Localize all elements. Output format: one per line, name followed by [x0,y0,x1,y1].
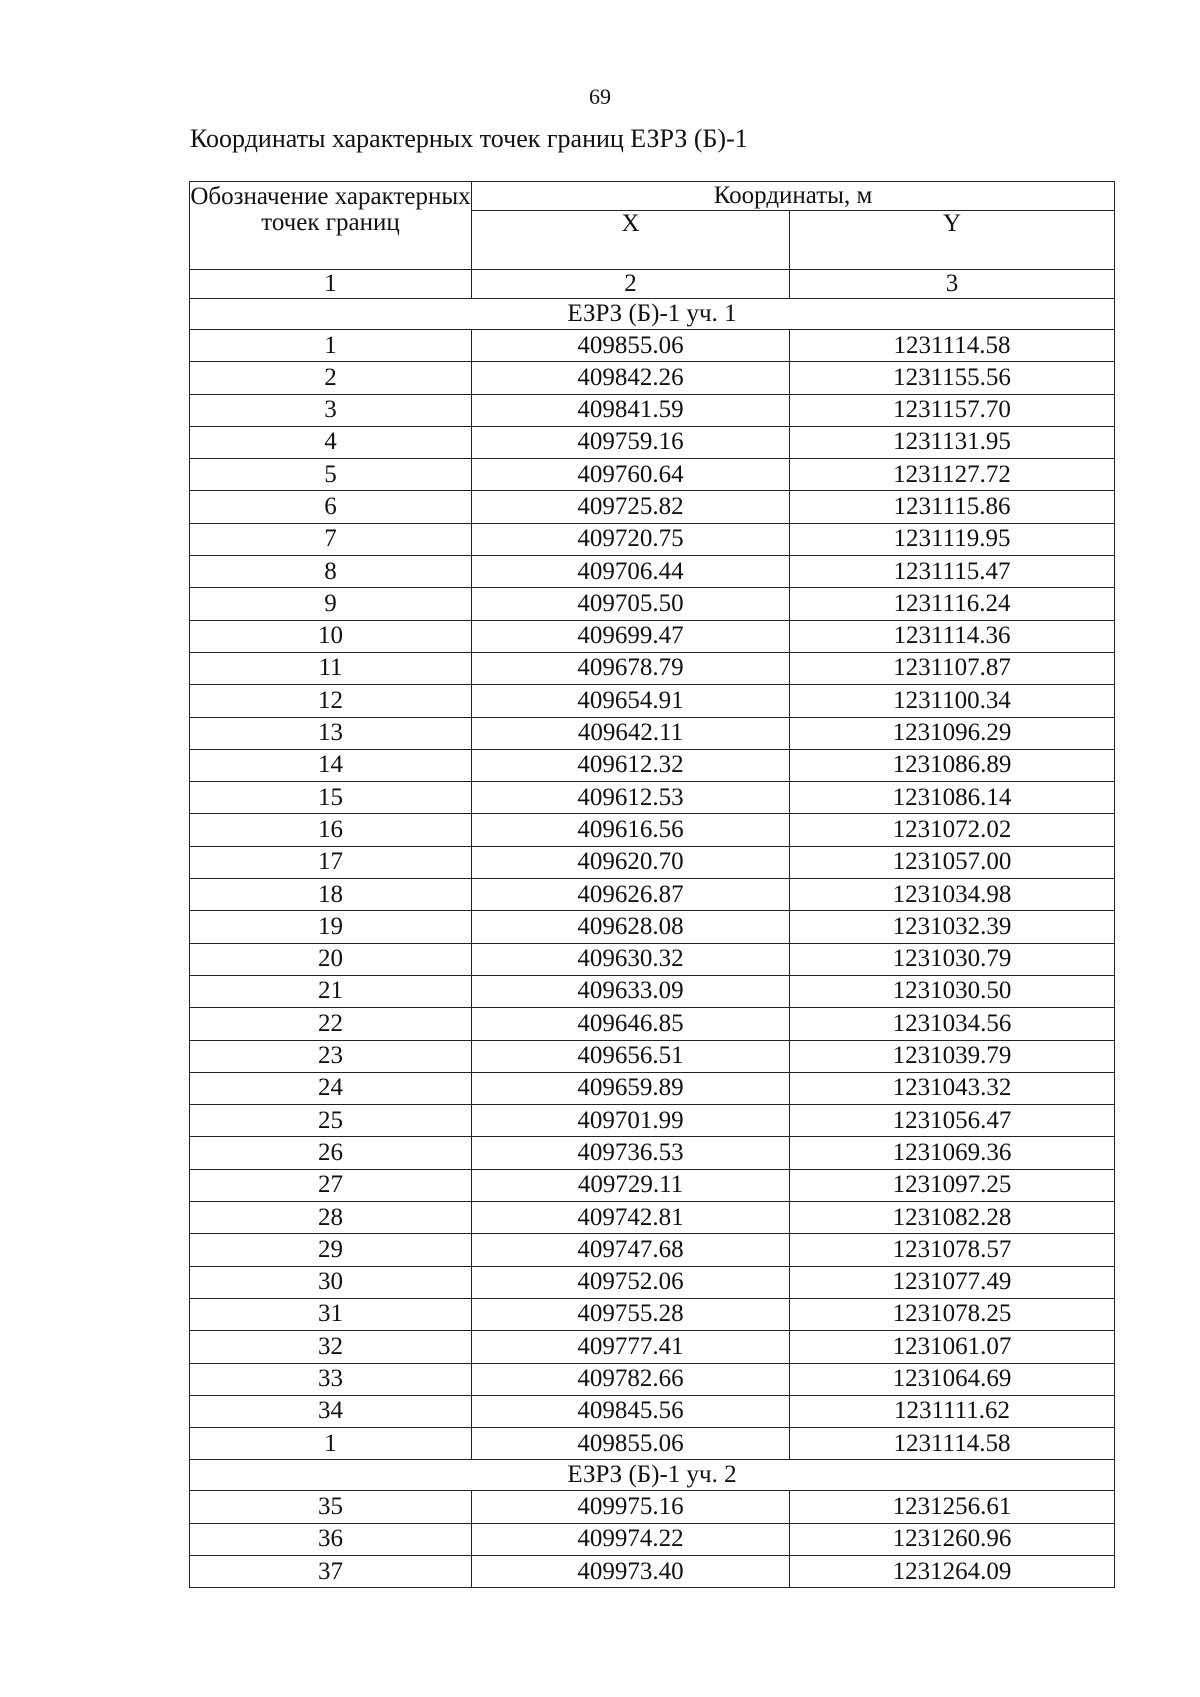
table-row [190,1266,1115,1298]
table-row [190,975,1115,1007]
table-row [190,652,1115,684]
section-title: ЕЗРЗ (Б)-1 уч. 1 [190,299,1115,330]
table-row [190,523,1115,555]
point-number-cell: 28 [190,1202,472,1234]
section-title: ЕЗРЗ (Б)-1 уч. 2 [190,1460,1115,1491]
x-coordinate-cell: 409646.85 [472,1008,790,1040]
table-row [190,362,1115,394]
document-title: Координаты характерных точек границ ЕЗРЗ (Б)-1 [190,124,748,153]
point-number-cell: 17 [190,846,472,878]
point-number-cell: 13 [190,717,472,749]
table-row [190,620,1115,652]
page-number: 69 [589,84,611,109]
table-row [190,330,1115,362]
point-number-cell: 35 [190,1491,472,1523]
y-coordinate-cell: 1231086.89 [790,749,1115,781]
x-coordinate-cell: 409654.91 [472,685,790,717]
y-coordinate-cell: 1231115.47 [790,556,1115,588]
point-number-cell: 3 [190,394,472,426]
y-coordinate-cell: 1231096.29 [790,717,1115,749]
y-coordinate-cell: 1231111.62 [790,1395,1115,1427]
x-coordinate-cell: 409620.70 [472,846,790,878]
table-row [190,1523,1115,1555]
table-row [190,1008,1115,1040]
header-point-designation: Обозначение характерных точек границ [190,182,472,270]
x-coordinate-cell: 409736.53 [472,1137,790,1169]
x-coordinate-cell: 409701.99 [472,1105,790,1137]
y-coordinate-cell: 1231114.36 [790,620,1115,652]
y-coordinate-cell: 1231115.86 [790,491,1115,523]
x-coordinate-cell: 409612.32 [472,749,790,781]
x-coordinate-cell: 409633.09 [472,975,790,1007]
table-row [190,1555,1115,1587]
y-coordinate-cell: 1231116.24 [790,588,1115,620]
y-coordinate-cell: 1231056.47 [790,1105,1115,1137]
x-coordinate-cell: 409630.32 [472,943,790,975]
y-coordinate-cell: 1231114.58 [790,330,1115,362]
y-coordinate-cell: 1231086.14 [790,782,1115,814]
point-number-cell: 4 [190,426,472,458]
table-row [190,911,1115,943]
y-coordinate-cell: 1231114.58 [790,1428,1115,1460]
y-coordinate-cell: 1231077.49 [790,1266,1115,1298]
table-row [190,782,1115,814]
section-row [190,299,1115,330]
y-coordinate-cell: 1231082.28 [790,1202,1115,1234]
table-row [190,1395,1115,1427]
y-coordinate-cell: 1231039.79 [790,1040,1115,1072]
table-row [190,491,1115,523]
table-row [190,685,1115,717]
column-number: 3 [790,270,1115,299]
y-coordinate-cell: 1231157.70 [790,394,1115,426]
table-row [190,459,1115,491]
y-coordinate-cell: 1231030.50 [790,975,1115,1007]
table-row [190,1202,1115,1234]
y-coordinate-cell: 1231264.09 [790,1555,1115,1587]
table-row [190,588,1115,620]
x-coordinate-cell: 409777.41 [472,1331,790,1363]
y-coordinate-cell: 1231064.69 [790,1363,1115,1395]
x-coordinate-cell: 409782.66 [472,1363,790,1395]
x-coordinate-cell: 409706.44 [472,556,790,588]
header-coordinates-group: Координаты, м [472,182,1115,211]
point-number-cell: 23 [190,1040,472,1072]
point-number-cell: 37 [190,1555,472,1587]
y-coordinate-cell: 1231119.95 [790,523,1115,555]
point-number-cell: 2 [190,362,472,394]
x-coordinate-cell: 409616.56 [472,814,790,846]
point-number-cell: 10 [190,620,472,652]
table-row [190,814,1115,846]
table-row [190,846,1115,878]
x-coordinate-cell: 409729.11 [472,1169,790,1201]
table-row [190,426,1115,458]
table-row [190,1331,1115,1363]
column-numbers-row [190,270,1115,299]
point-number-cell: 16 [190,814,472,846]
y-coordinate-cell: 1231032.39 [790,911,1115,943]
table-row [190,394,1115,426]
point-number-cell: 26 [190,1137,472,1169]
point-number-cell: 36 [190,1523,472,1555]
y-coordinate-cell: 1231072.02 [790,814,1115,846]
x-coordinate-cell: 409642.11 [472,717,790,749]
x-coordinate-cell: 409626.87 [472,879,790,911]
x-coordinate-cell: 409841.59 [472,394,790,426]
x-coordinate-cell: 409755.28 [472,1298,790,1330]
x-coordinate-cell: 409678.79 [472,652,790,684]
x-coordinate-cell: 409855.06 [472,330,790,362]
x-coordinate-cell: 409855.06 [472,1428,790,1460]
y-coordinate-cell: 1231127.72 [790,459,1115,491]
coordinates-table [189,181,1115,1588]
y-coordinate-cell: 1231107.87 [790,652,1115,684]
point-number-cell: 20 [190,943,472,975]
x-coordinate-cell: 409760.64 [472,459,790,491]
table-row [190,749,1115,781]
point-number-cell: 18 [190,879,472,911]
y-coordinate-cell: 1231057.00 [790,846,1115,878]
point-number-cell: 5 [190,459,472,491]
table-body [190,182,1115,1588]
x-coordinate-cell: 409705.50 [472,588,790,620]
table-row [190,1428,1115,1460]
point-number-cell: 31 [190,1298,472,1330]
y-coordinate-cell: 1231100.34 [790,685,1115,717]
x-coordinate-cell: 409612.53 [472,782,790,814]
x-coordinate-cell: 409975.16 [472,1491,790,1523]
point-number-cell: 27 [190,1169,472,1201]
x-coordinate-cell: 409659.89 [472,1072,790,1104]
point-number-cell: 25 [190,1105,472,1137]
y-coordinate-cell: 1231155.56 [790,362,1115,394]
y-coordinate-cell: 1231034.98 [790,879,1115,911]
table-row [190,1234,1115,1266]
y-coordinate-cell: 1231131.95 [790,426,1115,458]
table-row [190,879,1115,911]
x-coordinate-cell: 409752.06 [472,1266,790,1298]
x-coordinate-cell: 409656.51 [472,1040,790,1072]
x-coordinate-cell: 409628.08 [472,911,790,943]
point-number-cell: 21 [190,975,472,1007]
y-coordinate-cell: 1231260.96 [790,1523,1115,1555]
table-row [190,1298,1115,1330]
table-row [190,943,1115,975]
x-coordinate-cell: 409699.47 [472,620,790,652]
point-number-cell: 30 [190,1266,472,1298]
point-number-cell: 22 [190,1008,472,1040]
x-coordinate-cell: 409842.26 [472,362,790,394]
header-y: Y [790,211,1115,270]
point-number-cell: 19 [190,911,472,943]
x-coordinate-cell: 409974.22 [472,1523,790,1555]
y-coordinate-cell: 1231061.07 [790,1331,1115,1363]
point-number-cell: 7 [190,523,472,555]
point-number-cell: 15 [190,782,472,814]
x-coordinate-cell: 409720.75 [472,523,790,555]
point-number-cell: 9 [190,588,472,620]
table-row [190,1137,1115,1169]
column-number: 1 [190,270,472,299]
x-coordinate-cell: 409845.56 [472,1395,790,1427]
table-row [190,1040,1115,1072]
y-coordinate-cell: 1231069.36 [790,1137,1115,1169]
point-number-cell: 1 [190,1428,472,1460]
point-number-cell: 1 [190,330,472,362]
table-row [190,556,1115,588]
point-number-cell: 6 [190,491,472,523]
table-row [190,1105,1115,1137]
section-row [190,1460,1115,1491]
table-row [190,1363,1115,1395]
point-number-cell: 32 [190,1331,472,1363]
y-coordinate-cell: 1231078.25 [790,1298,1115,1330]
point-number-cell: 12 [190,685,472,717]
point-number-cell: 11 [190,652,472,684]
point-number-cell: 29 [190,1234,472,1266]
y-coordinate-cell: 1231034.56 [790,1008,1115,1040]
point-number-cell: 24 [190,1072,472,1104]
x-coordinate-cell: 409973.40 [472,1555,790,1587]
point-number-cell: 8 [190,556,472,588]
y-coordinate-cell: 1231097.25 [790,1169,1115,1201]
x-coordinate-cell: 409742.81 [472,1202,790,1234]
column-number: 2 [472,270,790,299]
y-coordinate-cell: 1231256.61 [790,1491,1115,1523]
point-number-cell: 33 [190,1363,472,1395]
y-coordinate-cell: 1231030.79 [790,943,1115,975]
x-coordinate-cell: 409747.68 [472,1234,790,1266]
header-row [190,182,1115,211]
point-number-cell: 14 [190,749,472,781]
point-number-cell: 34 [190,1395,472,1427]
y-coordinate-cell: 1231078.57 [790,1234,1115,1266]
x-coordinate-cell: 409725.82 [472,491,790,523]
y-coordinate-cell: 1231043.32 [790,1072,1115,1104]
x-coordinate-cell: 409759.16 [472,426,790,458]
table-row [190,717,1115,749]
table-row [190,1491,1115,1523]
table-row [190,1169,1115,1201]
header-x: X [472,211,790,270]
table-row [190,1072,1115,1104]
